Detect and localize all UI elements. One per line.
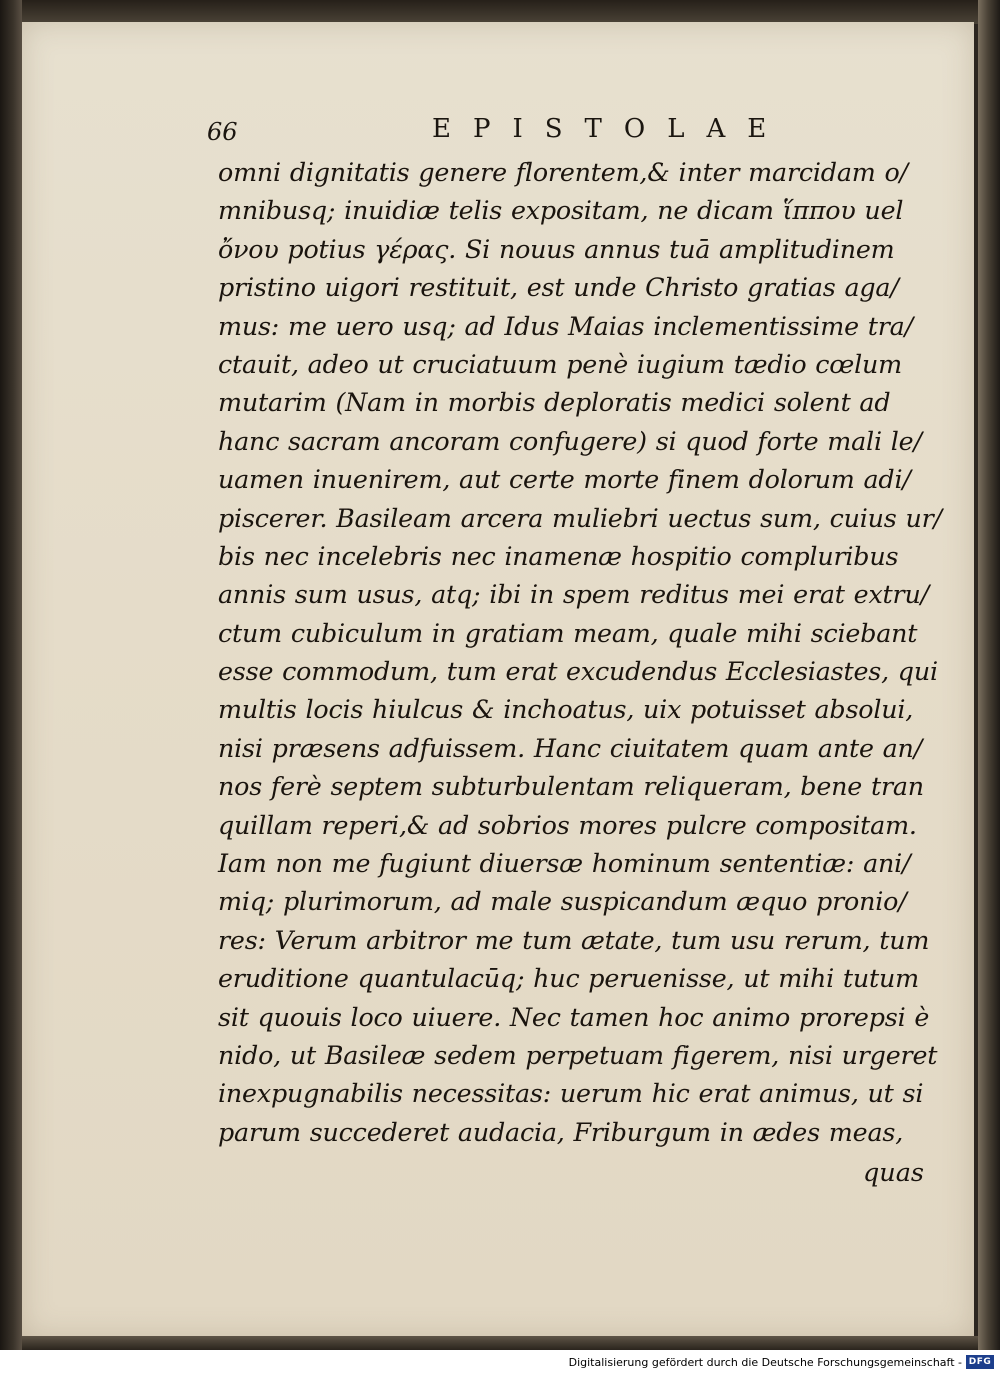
text-line: quillam reperi,& ad sobrios mores pulcre compositam. xyxy=(218,810,917,841)
text-line: mutarim (Nam in morbis deploratis medici solent ad xyxy=(218,388,891,419)
text-line: piscerer. Basileam arcera muliebri uectus sum, cuius ur/ xyxy=(218,503,942,534)
text-line: miq; plurimorum, ad male suspicandum æquo pronio/ xyxy=(218,887,907,918)
text-line: hanc sacram ancoram confugere) si quod forte mali le/ xyxy=(218,426,922,457)
dfg-logo: DFG xyxy=(966,1355,994,1369)
catchword: quas xyxy=(862,1158,924,1188)
text-line: annis sum usus, atq; ibi in spem reditus mei erat extru/ xyxy=(218,580,929,611)
text-line: mnibusq; inuidiæ telis expositam, ne dicam ἵππου uel xyxy=(218,196,904,227)
page-number: 66 xyxy=(207,118,238,146)
binding-shadow xyxy=(0,0,22,1350)
text-line: sit quouis loco uiuere. Nec tamen hoc animo prorepsi è xyxy=(218,1002,930,1033)
text-line: ctauit, adeo ut cruciatuum penè iugium tædio cœlum xyxy=(218,349,903,380)
text-line: nido, ut Basileæ sedem perpetuam figerem, nisi urgeret xyxy=(218,1040,938,1071)
text-line: ctum cubiculum in gratiam meam, quale mihi sciebant xyxy=(218,618,918,649)
text-line: mus: me uero usq; ad Idus Maias inclementissime tra/ xyxy=(218,311,913,342)
book-page xyxy=(22,22,974,1338)
page-top-edge xyxy=(22,0,978,24)
text-line: omni dignitatis genere florentem,& inter marcidam o/ xyxy=(218,158,908,188)
text-line: pristino uigori restituit, est unde Christo gratias aga/ xyxy=(218,273,899,304)
text-line: nos ferè septem subturbulentam reliqueram, bene tran xyxy=(218,772,924,803)
funding-credit: Digitalisierung gefördert durch die Deutsche Forschungsgemeinschaft - xyxy=(568,1356,962,1369)
running-head-title: EPISTOLAE xyxy=(432,114,789,144)
text-line: Iam non me fugiunt diuersæ hominum sententiæ: ani/ xyxy=(218,849,911,880)
text-line: uamen inuenirem, aut certe morte finem dolorum adi/ xyxy=(218,465,911,496)
footer-bar xyxy=(0,1350,1000,1375)
page-fore-edge xyxy=(978,0,1000,1350)
text-line: ὄνου potius γέρας. Si nouus annus tuā amplitudinem xyxy=(218,234,895,265)
text-line: bis nec incelebris nec inamenæ hospitio compluribus xyxy=(218,541,899,572)
body-text xyxy=(218,154,958,1152)
text-line: inexpugnabilis necessitas: uerum hic erat animus, ut si xyxy=(218,1079,924,1110)
text-line: nisi præsens adfuissem. Hanc ciuitatem quam ante an/ xyxy=(218,733,923,764)
text-line: esse commodum, tum erat excudendus Ecclesiastes, qui xyxy=(218,657,938,688)
text-line: eruditione quantulacūq; huc peruenisse, ut mihi tutum xyxy=(218,964,920,995)
page-bottom-edge xyxy=(22,1336,978,1350)
text-line: parum succederet audacia, Friburgum in ædes meas, xyxy=(218,1117,904,1148)
running-head xyxy=(22,114,974,154)
text-line: multis locis hiulcus & inchoatus, uix potuisset absolui, xyxy=(218,695,914,726)
text-line: res: Verum arbitror me tum ætate, tum usu rerum, tum xyxy=(218,925,930,956)
